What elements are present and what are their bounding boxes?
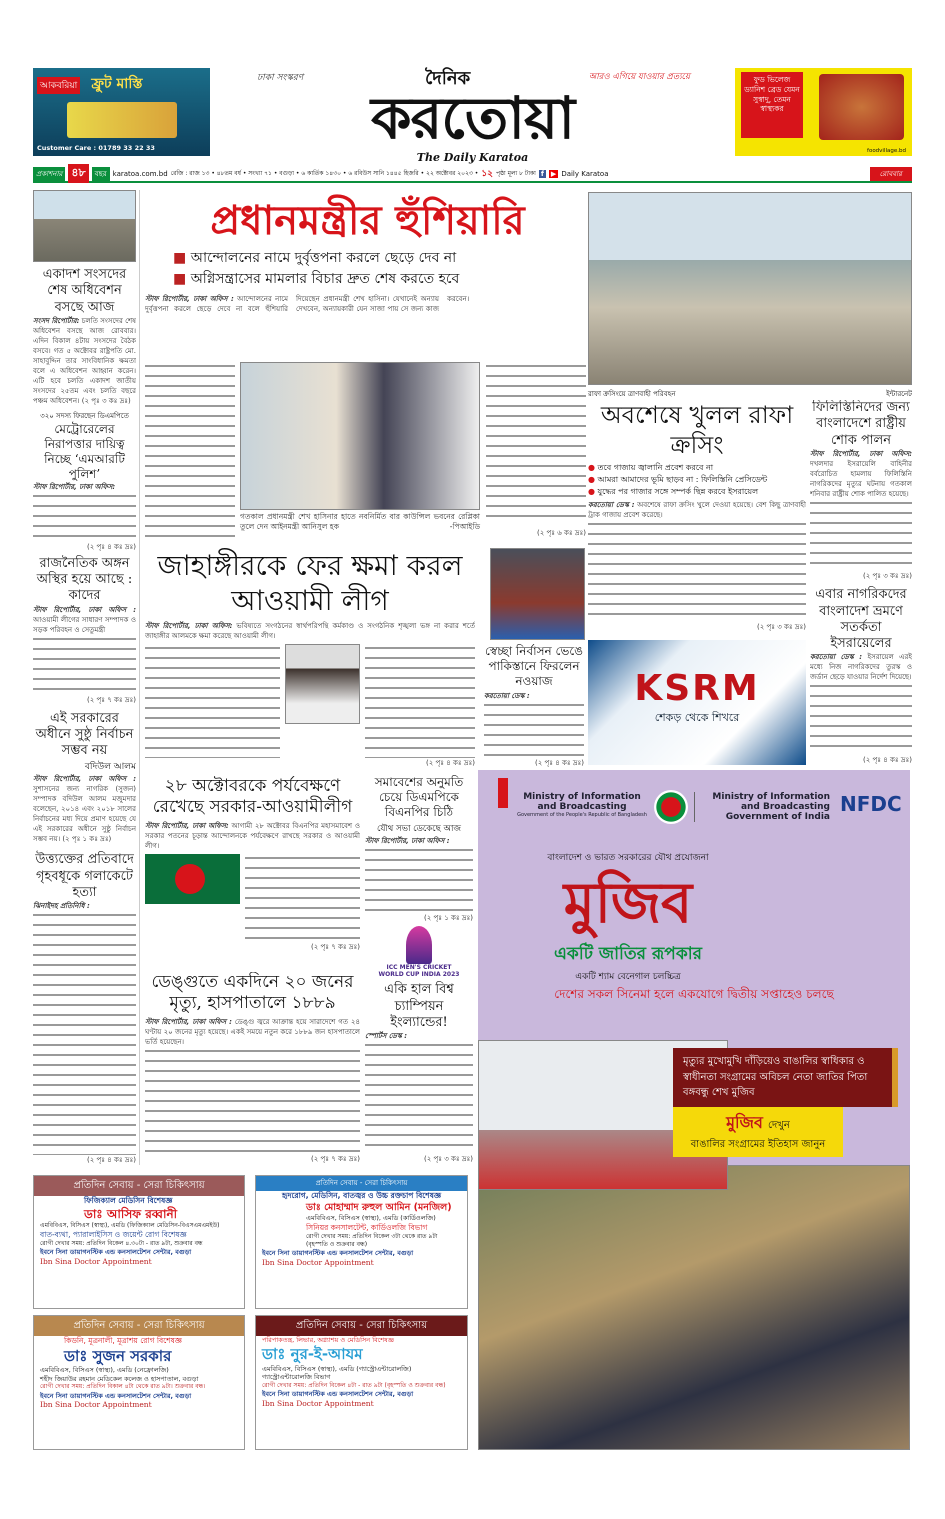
right-headline-2[interactable]: এবার নাগরিকদের বাংলাদেশ ভ্রমণে সতর্কতা ইসরায়েলের	[815, 587, 907, 652]
continued: (২ পৃঃ ৪ কঃ দ্রঃ)	[863, 756, 912, 764]
ad-care: Customer Care : 01789 33 22 33	[37, 144, 155, 152]
ad-bread-page: foodvillage.bd	[867, 148, 906, 154]
ksrm-tagline: শেকড় থেকে শিখরে	[654, 711, 740, 724]
cricket-logo-text: ICC MEN'S CRICKET WORLD CUP INDIA 2023	[378, 964, 460, 979]
continued: (২ পৃঃ ৩ কঃ দ্রঃ)	[863, 572, 912, 581]
continued: (২ পৃঃ ৪ কঃ দ্রঃ)	[87, 1156, 136, 1164]
rafah-bullet: ● আমরা আমাদের ভূমি ছাড়ব না : ফিলিস্তিনি প্রেসিডেন্ট	[588, 475, 768, 484]
facebook-icon[interactable]: f	[540, 169, 544, 178]
ministry-bd-logo	[498, 778, 508, 808]
rafah-photo[interactable]	[588, 192, 912, 385]
masthead-english: The Daily Karatoa	[416, 151, 529, 164]
text-block	[588, 520, 806, 622]
text-block	[365, 644, 475, 758]
jahangir-story	[145, 548, 475, 768]
cricket-headline[interactable]: একি হাল বিশ্ব চ্যাম্পিয়ন ইংল্যান্ডের!	[384, 982, 454, 1030]
rafah-bullet: ● যুদ্ধের পর গাজার সঙ্গে সম্পর্ক ছিন্ন করবে ইসরায়েল	[588, 487, 759, 496]
mujib-film-ad[interactable]	[478, 770, 910, 1450]
oct28-headline[interactable]: ২৮ অক্টোবরকে পর্যবেক্ষণে রেখেছে সরকার-আওয়ামীলীগ	[152, 776, 353, 818]
doctor-name: ডাঃ মোহাম্মাদ রুহুল আমিন (মনজিল)	[306, 1201, 452, 1213]
rafah-bullet: ● তবে গাজায় জ্বালানি প্রবেশ করবে না	[588, 463, 714, 472]
ad-product: ফ্রুট মাস্তি	[91, 76, 143, 92]
extra: বাত-ব্যথা, প্যারালাইসিস ও জয়েন্ট রোগ বিশেষজ্ঞ	[40, 1229, 187, 1239]
footer: Ibn Sina Doctor Appointment	[262, 1398, 374, 1408]
text-block	[486, 362, 586, 522]
lead-bullet: ■ আন্দোলনের নামে দুর্বৃত্তপনা করলে ছেড়ে দেব না	[173, 250, 457, 266]
doctor-ad[interactable]	[255, 1175, 468, 1309]
column-divider	[139, 190, 140, 1165]
oct28-body: স্টাফ রিপোর্টার, ঢাকা অফিস: আগামী ২৮ অক্টোবর বিএনপির মহাসমাবেশ ও সরকার পতনের চূড়ান্ত আন্দোলনকে পর্যবেক্ষণে রাখছে সরকার ও আওয়ামী লীগ।	[145, 821, 360, 850]
trophy-icon	[406, 926, 432, 964]
center: ইবনে সিনা ডায়াগনস্টিক এন্ড কনসালটেশন সেন্টার, বগুড়া	[40, 1391, 192, 1400]
footer: Ibn Sina Doctor Appointment	[40, 1256, 152, 1266]
extra: সিনিয়র কনসালটেন্ট, কার্ডিওলজি বিভাগ	[306, 1223, 428, 1233]
rafah-body: করতোয়া ডেস্ক : অবশেষে রাফা ক্রসিং খুলে দেওয়া হয়েছে। বেশ কিছু ত্রাণবাহী ট্রাক গাজায় প্রবেশ করেছে।	[588, 501, 806, 519]
mujib-quote: মৃত্যুর মুখোমুখি দাঁড়িয়েও বাঙালির স্বাধিকার ও স্বাধীনতা সংগ্রামের অবিচল নেতা জাতির পিতা বঙ্গবন্ধু শেখ মুজিব	[673, 1048, 898, 1107]
jahangir-row	[145, 644, 475, 758]
continued: (২ পৃঃ ৩ কঃ দ্রঃ)	[757, 623, 806, 631]
day-badge: রোববার	[870, 167, 912, 181]
hours: রোগী দেখার সময়: প্রতিদিন বিকেল ৪.৩০টা - রাত ৯টা, শুক্রবার বন্ধ	[40, 1240, 203, 1248]
specialty: ফিজিক্যাল মেডিসিন বিশেষজ্ঞ	[84, 1195, 173, 1205]
footer: Ibn Sina Doctor Appointment	[40, 1400, 152, 1410]
bangladesh-emblem-icon	[654, 790, 688, 824]
mujib-subtitle: একটি জাতির রূপকার	[554, 944, 702, 964]
parliament-photo	[33, 190, 136, 262]
ad-header: প্রতিদিন সেবায় - সেরা চিকিৎসায়	[256, 1176, 467, 1191]
mujib-small-title: মুজিব	[726, 1112, 763, 1132]
cricket-world-cup-logo	[365, 926, 473, 978]
site-link[interactable]: karatoa.com.bd	[112, 169, 168, 178]
footer: Ibn Sina Doctor Appointment	[262, 1258, 374, 1268]
lead-body: স্টাফ রিপোর্টার, ঢাকা অফিস : আন্দোলনের নামে দুর্বৃত্তপনা করলে ছেড়ে দেবে না বলে হুঁশিয়ারি দিয়েছেন প্রধানমন্ত্রী শেখ হাসিনা। যেখানেই অন্যায় দেখবেন, অন্যায়কারী যেন সাজা পায় সে জন্য কাজ করবেন।	[145, 295, 470, 313]
rafah-bullets	[588, 462, 806, 498]
article-body: চলতি সংসদের শেষ অধিবেশন বসছে আজ রোববার। এদিন বিকাল ৪টায় সংসদের বৈঠক বসবে। গত ৫ অক্টোবর রাষ্ট্রপতি মো. সাহাবুদ্দিন তার সাংবিধানিক ক্ষমতা বলে এ অধিবেশন আহ্বান করেন। এটি হবে চলতি একাদশ জাতীয় সংসদের ২৫তম এবং চলতি বছরে পঞ্চম অধিবেশন।	[33, 316, 136, 405]
text-block	[245, 854, 360, 943]
center: ইবনে সিনা ডায়াগনস্টিক এন্ড কনসালটেশন সেন্টার, বগুড়া	[262, 1390, 414, 1399]
byline: স্টাফ রিপোর্টার, ঢাকা অফিস :	[33, 775, 136, 784]
continued: (২ পৃঃ ৭ কঃ দ্রঃ)	[87, 695, 136, 704]
cricket-body: স্পোর্টস ডেস্ক :	[365, 1032, 408, 1041]
flag-image	[145, 854, 240, 904]
ksrm-ad[interactable]	[588, 640, 806, 765]
dengue-story	[145, 972, 360, 1164]
bnp-story	[365, 775, 473, 923]
bnp-body: স্টাফ রিপোর্টার, ঢাকা অফিস :	[365, 837, 450, 845]
hours: রোগী দেখার সময়: প্রতিদিন বিকাল ৪টা থেকে রাত ৯টা। শুক্রবার বন্ধ।	[40, 1383, 206, 1391]
hours: রোগী দেখার সময়: প্রতিদিন বিকেল ৪টা - রাত ৯টা (বৃহস্পতি ও শুক্রবার বন্ধ)	[262, 1382, 446, 1390]
mujib-title-block	[478, 850, 910, 1025]
rafah-caption: রাফা ক্রসিংয়ে ত্রাণবাহী পরিবহন ইন্টারনেট	[588, 390, 912, 398]
masthead-title: করতোয়া	[370, 84, 575, 152]
byline: সংসদ রিপোর্টার:	[33, 316, 80, 325]
continued: (২ পৃঃ ৪ কঃ দ্রঃ)	[426, 759, 475, 767]
lead-top	[145, 194, 590, 358]
bnp-headline[interactable]: সমাবেশের অনুমতি চেয়ে ডিএমপিকে বিএনপির চিঠি	[374, 775, 464, 819]
article-body: আওয়ামী লীগের সাধারণ সম্পাদক ও সড়ক পরিবহন ও সেতুমন্ত্রী	[33, 615, 136, 634]
lead-bullets	[145, 248, 590, 290]
text-block	[33, 492, 136, 542]
degrees: এমবিবিএস, বিসিএস (স্বাস্থ্য), এমডি (গ্যাস্ট্রোএন্টারোলজি)	[262, 1364, 412, 1373]
text-block	[365, 846, 473, 913]
social-handle: Daily Karatoa	[561, 169, 609, 178]
edition-label: ঢাকা সংস্করণ	[257, 73, 304, 83]
hours: রোগী দেখার সময়: প্রতিদিন বিকেল ৩টা থেকে রাত ৯টা (বৃহস্পতি ও শুক্রবার বন্ধ)	[306, 1233, 438, 1249]
byline: স্টাফ রিপোর্টার, ঢাকা অফিস :	[33, 605, 136, 614]
doctor-ad[interactable]	[255, 1315, 468, 1450]
lead-photo-caption: গতকাল প্রধানমন্ত্রী শেখ হাসিনার হাতে নবনির্মিত বার কাউন্সিল ভবনের রেপ্লিকা তুলে দেন আইনমন্ত্রী আনিসুল হক -পিআইডি	[240, 512, 480, 531]
mujib-title: মুজিব	[563, 870, 693, 936]
left-headline-2[interactable]: মেট্রোরেলের নিরাপত্তার দায়িত্ব নিচ্ছে ‘এমআরটি পুলিশ’	[44, 421, 125, 481]
mujib-ad-panel	[673, 1048, 898, 1157]
see-label: দেখুন	[767, 1119, 790, 1131]
nawaz-photo[interactable]	[490, 548, 585, 640]
price: পৃষ্ঠা মূল্য ৮ টাকা	[496, 170, 536, 177]
cricket-story	[365, 926, 473, 1164]
film-credit: একটি শ্যাম বেনেগাল চলচ্চিত্র	[575, 972, 681, 982]
ad-fruit-masti[interactable]	[33, 68, 210, 156]
info-strip	[33, 166, 912, 183]
ad-header: প্রতিদিন সেবায় - সেরা চিকিৎসায়	[256, 1316, 467, 1336]
ministry-bd: Ministry of Information and Broadcasting Government of the People's Republic of Bangladesh	[517, 792, 647, 818]
text-block	[145, 1047, 360, 1155]
text-block	[145, 362, 235, 542]
left-headline-4[interactable]: এই সরকারের অধীনে সুষ্ঠু নির্বাচন সম্ভব নয়	[35, 710, 134, 758]
doctor-name: ডাঃ নুর-ই-আযম	[262, 1345, 363, 1364]
byline: ঝিনাইদহ প্রতিনিধি :	[33, 902, 90, 910]
masthead-daily: দৈনিক	[425, 68, 471, 89]
nawaz-story	[484, 644, 584, 768]
ad-brand: আকবরিয়া	[37, 77, 80, 94]
left-column	[33, 190, 136, 1165]
continued: (২ পৃঃ ৭ কঃ দ্রঃ)	[311, 943, 360, 951]
continued: (২ পৃঃ ৪ কঃ দ্রঃ)	[87, 542, 136, 551]
specialty: হৃদরোগ, মেডিসিন, বাতজ্বর ও উচ্চ রক্তচাপ বিশেষজ্ঞ	[281, 1191, 442, 1201]
text-block	[810, 682, 912, 755]
degrees: এমবিবিএস, বিসিএস (স্বাস্থ্য), এমডি (ফিজিক্যাল মেডিসিন-বিএসএমএমইউ)	[40, 1221, 220, 1229]
youtube-icon[interactable]: ▶	[550, 169, 557, 178]
text-block	[365, 1041, 473, 1154]
lead-headline[interactable]: প্রধানমন্ত্রীর হুঁশিয়ারি	[210, 197, 525, 244]
issue-details: রেজি : রাজ ১৩ • ৪৮তম বর্ষ • সংখ্যা ৭১ • বগুড়া • ৬ কার্তিক ১৪৩০ • ৬ রবিউস সানি ১৪৪৫ হিজরি • ২২ অক্টোবর ২০২৩ •	[170, 170, 479, 177]
kicker: ৩২০ সদস্য ফিরছেন ডিএমপিতে	[40, 411, 129, 420]
right-headline-1[interactable]: ফিলিস্তিনিদের জন্য বাংলাদেশে রাষ্ট্রীয় শোক পালন	[812, 400, 910, 448]
extra: শহীদ জিয়াউর রহমান মেডিকেল কলেজ ও হাসপাতাল, বগুড়া	[40, 1374, 199, 1383]
doctor-name: ডাঃ আসিফ রব্বানী	[84, 1206, 178, 1221]
oct28-row	[145, 854, 360, 943]
ad-header: প্রতিদিন সেবায় - সেরা চিকিৎসায়	[34, 1176, 244, 1196]
mujib-see-box	[673, 1107, 843, 1157]
nawaz-headline[interactable]: স্বেচ্ছা নির্বাসন ভেঙে পাকিস্তানে ফিরলেন নওয়াজ	[485, 644, 583, 688]
continued: (২ পৃঃ ১ কঃ দ্রঃ)	[424, 914, 473, 922]
continued: (২ পৃঃ ৩ কঃ দ্রঃ)	[424, 1155, 473, 1163]
degrees: এমবিবিএস, বিসিএস (স্বাস্থ্য), এমডি (নেফ্রোলজি)	[40, 1365, 169, 1374]
right-column: ফিলিস্তিনিদের জন্য বাংলাদেশে রাষ্ট্রীয় শোক পালন স্টাফ রিপোর্টার, ঢাকা অফিস: দখলদার ইসরায়েলি বাহিনীর বর্বরোচিত হামলায় ফিলিস্তিনি নাগরিকদের মৃত্যুর ঘটনায় গতকাল শনিবার রাষ্ট্রীয় শোক পালিত হয়েছে। (২ পৃঃ ৩ কঃ দ্রঃ) এবার নাগরিকদের বাংলাদেশ ভ্রমণে সতর্কতা ইসরায়েলের করতোয়া ডেস্ক : ইসরায়েল এরই মধ্যে নিজ নাগরিকদের তুরস্ক ও জর্ডান ছেড়ে যাওয়ার নির্দেশ দিয়েছে। (২ পৃঃ ৪ কঃ দ্রঃ)	[810, 400, 912, 764]
continued: (২ পৃঃ ৪ কঃ দ্রঃ)	[535, 759, 584, 767]
text-block	[484, 701, 584, 758]
text-block	[33, 911, 136, 1155]
doctor-ad[interactable]	[33, 1315, 245, 1450]
police-clash-photo	[478, 1165, 910, 1450]
ad-header: প্রতিদিন সেবায় - সেরা চিকিৎসায়	[34, 1316, 244, 1336]
ad-product-pack	[67, 102, 177, 138]
text-block	[810, 499, 912, 572]
left-headline-3[interactable]: রাজনৈতিক অঙ্গন অস্থির হয়ে আছে : কাদের	[36, 555, 133, 604]
specialty: পরিপাকতন্ত্র, লিভার, অগ্ন্যাশয় ও মেডিসিন বিশেষজ্ঞ	[262, 1335, 394, 1344]
dengue-headline[interactable]: ডেঙ্গুতে একদিনে ২০ জনের মৃত্যু, হাসপাতালে ১৮৮৯	[151, 972, 354, 1014]
specialty: কিডনি, মূত্রনালী, মূত্রাশয় রোগ বিশেষজ্ঞ	[64, 1335, 182, 1345]
left-headline-1[interactable]: একাদশ সংসদের শেষ অধিবেশন বসছে আজ	[42, 267, 127, 315]
continued: (২ পৃঃ ৩ কঃ দ্রঃ)	[81, 396, 131, 405]
bnp-kicker: যৌথ সভা ডেকেছে আজ	[377, 824, 461, 834]
page-count: ১২	[481, 169, 494, 179]
center: ইবনে সিনা ডায়াগনস্টিক এন্ড কনসালটেশন সেন্টার, বগুড়া	[40, 1248, 192, 1257]
rafah-story	[588, 400, 806, 632]
nawaz-body: করতোয়া ডেস্ক :	[484, 692, 530, 700]
joint-production: বাংলাদেশ ও ভারত সরকারের যৌথ প্রযোজনা	[547, 853, 709, 863]
oct28-story	[145, 776, 360, 952]
ad-bread-text: ফুড ভিলেজ ড্যানিশ ব্রেড যেমন সুস্বাদু, তেমন স্বাস্থ্যকর	[741, 72, 803, 138]
text-block	[33, 635, 136, 695]
doctor-ad[interactable]	[33, 1175, 245, 1309]
dengue-body: স্টাফ রিপোর্টার, ঢাকা অফিস : ডেঙ্গু জ্বরে আক্রান্ত হয়ে সারাদেশে গত ২৪ ঘণ্টায় ২০ জনের মৃত্যু হয়েছে। একই সময়ে নতুন করে ১৮৮৯ জন হাসপাতালে ভর্তি হয়েছেন।	[145, 1017, 360, 1046]
continued: (২ পৃঃ ১ কঃ দ্রঃ)	[62, 835, 112, 844]
lead-bullet: ■ অগ্নিসন্ত্রাসের মামলার বিচার দ্রুত শেষ করতে হবে	[173, 271, 460, 287]
left-headline-5[interactable]: উত্ত্যক্তের প্রতিবাদে গৃহবধূকে গলাকেটে হত্যা	[35, 852, 134, 900]
continued: (২ পৃঃ ৬ কঃ দ্রঃ)	[537, 529, 586, 537]
article-body: সুশাসনের জন্য নাগরিক (সুজন) সম্পাদক বদিউল আলম মজুমদার বলেছেন, ২০১৪ এবং ২০১৮ সালের নির্বাচনের মধ্য দিয়ে প্রমাণ হয়েছে যে এই সরকারের অধীনে সুষ্ঠু নির্বাচন সম্ভব নয়।	[33, 785, 136, 844]
masthead	[255, 64, 690, 166]
attribution: বদিউল আলম	[84, 762, 136, 773]
lead-photo[interactable]	[240, 362, 480, 510]
nfdc-logo: NFDC	[840, 792, 902, 816]
masthead-slogan: আরও এগিয়ে যাওয়ার প্রত্যয়ে	[588, 72, 690, 82]
years-badge: ৪৮	[68, 164, 88, 183]
ad-danish-bread[interactable]	[735, 68, 912, 156]
jahangir-headline[interactable]: জাহাঙ্গীরকে ফের ক্ষমা করল আওয়ামী লীগ	[157, 549, 463, 617]
doctor-name: ডাঃ সুজন সরকার	[64, 1346, 172, 1365]
byline: স্টাফ রিপোর্টার, ঢাকা অফিস:	[33, 482, 116, 491]
ad-bread-pack	[819, 74, 904, 140]
center: ইবনে সিনা ডায়াগনস্টিক এন্ড কনসালটেশন সেন্টার, বগুড়া	[262, 1249, 414, 1258]
pub-label: প্রকাশনার	[33, 167, 65, 181]
running-notice: দেশের সকল সিনেমা হলে একযোগে দ্বিতীয় সপ্তাহেও চলছে	[554, 987, 834, 1001]
ksrm-logo: KSRM	[634, 668, 760, 709]
jahangir-photo	[285, 644, 360, 724]
know-history: বাঙালির সংগ্রামের ইতিহাস জানুন	[690, 1138, 826, 1150]
extra: গ্যাস্ট্রোএন্টারোলজি বিভাগ	[262, 1373, 331, 1382]
continued: (২ পৃঃ ৭ কঃ দ্রঃ)	[311, 1155, 360, 1163]
years-suffix: বছর	[92, 167, 110, 181]
rafah-headline[interactable]: অবশেষে খুলল রাফা ক্রসিং	[600, 401, 794, 459]
degrees: এমবিবিএস, বিসিএস (স্বাস্থ্য), এমডি (কার্ডিওলজি)	[306, 1214, 436, 1223]
jahangir-body: স্টাফ রিপোর্টার, ঢাকা অফিস: ভবিষ্যতে সংগঠনের স্বার্থপরিপন্থি কর্মকাণ্ড ও সংগঠনিক শৃঙ্খলা ভঙ্গ না করার শর্তে জাহাঙ্গীর আলমকে ক্ষমা করেছে আওয়ামী লীগ।	[145, 622, 475, 640]
text-block	[145, 644, 280, 758]
ministry-in: Ministry of Information and Broadcasting Government of India	[694, 792, 830, 822]
